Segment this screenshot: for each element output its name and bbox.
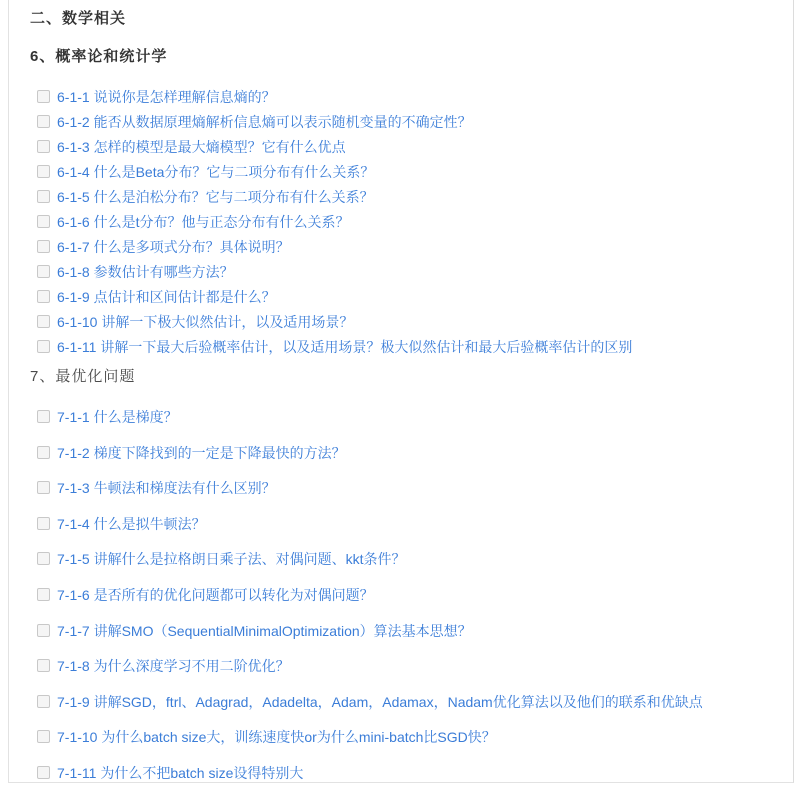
- question-checkbox[interactable]: [37, 190, 50, 203]
- question-list: [30, 85, 773, 360]
- question-link[interactable]: 6-1-1 说说你是怎样理解信息熵的？: [57, 89, 276, 105]
- question-link[interactable]: 7-1-8 为什么深度学习不用二阶优化？: [57, 658, 290, 675]
- question-item: [30, 441, 773, 466]
- question-item: [30, 547, 773, 572]
- question-link[interactable]: 6-1-3 怎样的模型是最大熵模型？它有什么优点: [57, 139, 346, 155]
- question-list: [30, 405, 773, 786]
- question-item: [30, 619, 773, 644]
- question-checkbox[interactable]: [37, 517, 50, 530]
- question-checkbox[interactable]: [37, 165, 50, 178]
- question-item: [30, 185, 773, 210]
- question-item: [30, 476, 773, 501]
- question-link[interactable]: 7-1-9 讲解SGD，ftrl、Adagrad，Adadelta，Adam，Adamax，Nadam优化算法以及他们的联系和优缺点: [57, 693, 703, 710]
- question-link[interactable]: 7-1-3 牛顿法和梯度法有什么区别？: [57, 480, 276, 497]
- question-item: [30, 160, 773, 185]
- section-optimization: [30, 368, 773, 786]
- question-checkbox[interactable]: [37, 215, 50, 228]
- question-link[interactable]: 7-1-6 是否所有的优化问题都可以转化为对偶问题？: [57, 586, 374, 603]
- question-link[interactable]: 6-1-6 什么是t分布？他与正态分布有什么关系？: [57, 214, 350, 230]
- question-link[interactable]: 6-1-4 什么是Beta分布？它与二项分布有什么关系？: [57, 164, 375, 180]
- question-link[interactable]: 6-1-8 参数估计有哪些方法？: [57, 264, 234, 280]
- question-item: [30, 690, 773, 715]
- question-item: [30, 583, 773, 608]
- question-item: [30, 335, 773, 360]
- question-item: [30, 210, 773, 235]
- question-checkbox[interactable]: [37, 140, 50, 153]
- question-link[interactable]: 6-1-11 讲解一下最大后验概率估计，以及适用场景？极大似然估计和最大后验概率估计的区别: [57, 339, 633, 355]
- question-checkbox[interactable]: [37, 410, 50, 423]
- question-item: [30, 285, 773, 310]
- section-heading: 7、最优化问题: [30, 368, 136, 385]
- question-link[interactable]: 6-1-10 讲解一下极大似然估计，以及适用场景？: [57, 314, 354, 330]
- question-link[interactable]: 7-1-10 为什么batch size大，训练速度快or为什么mini-batch比SGD快？: [57, 729, 496, 746]
- question-checkbox[interactable]: [37, 481, 50, 494]
- question-link[interactable]: 7-1-7 讲解SMO（SequentialMinimalOptimization）算法基本思想？: [57, 622, 472, 639]
- question-item: [30, 654, 773, 679]
- question-checkbox[interactable]: [37, 766, 50, 779]
- question-link[interactable]: 6-1-2 能否从数据原理熵解析信息熵可以表示随机变量的不确定性？: [57, 114, 472, 130]
- section-heading: 6、概率论和统计学: [30, 48, 168, 65]
- question-item: [30, 405, 773, 430]
- question-checkbox[interactable]: [37, 340, 50, 353]
- question-checkbox[interactable]: [37, 90, 50, 103]
- question-link[interactable]: 6-1-5 什么是泊松分布？它与二项分布有什么关系？: [57, 189, 374, 205]
- question-item: [30, 512, 773, 537]
- question-item: [30, 310, 773, 335]
- question-link[interactable]: 6-1-9 点估计和区间估计都是什么？: [57, 289, 276, 305]
- question-checkbox[interactable]: [37, 659, 50, 672]
- question-checkbox[interactable]: [37, 730, 50, 743]
- question-checkbox[interactable]: [37, 552, 50, 565]
- question-item: [30, 761, 773, 786]
- question-link[interactable]: 6-1-7 什么是多项式分布？具体说明？: [57, 239, 290, 255]
- question-item: [30, 110, 773, 135]
- question-item: [30, 725, 773, 750]
- question-checkbox[interactable]: [37, 624, 50, 637]
- question-link[interactable]: 7-1-1 什么是梯度？: [57, 409, 178, 425]
- question-link[interactable]: 7-1-11 为什么不把batch size设得特别大: [57, 764, 304, 781]
- question-link[interactable]: 7-1-2 梯度下降找到的一定是下降最快的方法？: [57, 444, 346, 461]
- question-checkbox[interactable]: [37, 695, 50, 708]
- question-link[interactable]: 7-1-4 什么是拟牛顿法？: [57, 515, 206, 532]
- page-title: 二、数学相关: [30, 10, 127, 27]
- question-link[interactable]: 7-1-5 讲解什么是拉格朗日乘子法、对偶问题、kkt条件？: [57, 551, 406, 568]
- question-checkbox[interactable]: [37, 290, 50, 303]
- question-item: [30, 235, 773, 260]
- section-probability-statistics: [30, 48, 773, 360]
- question-checkbox[interactable]: [37, 588, 50, 601]
- question-item: [30, 135, 773, 160]
- question-item: [30, 260, 773, 285]
- document-page: [8, 0, 794, 783]
- question-checkbox[interactable]: [37, 265, 50, 278]
- question-checkbox[interactable]: [37, 315, 50, 328]
- question-checkbox[interactable]: [37, 115, 50, 128]
- question-checkbox[interactable]: [37, 240, 50, 253]
- question-checkbox[interactable]: [37, 446, 50, 459]
- question-item: [30, 85, 773, 110]
